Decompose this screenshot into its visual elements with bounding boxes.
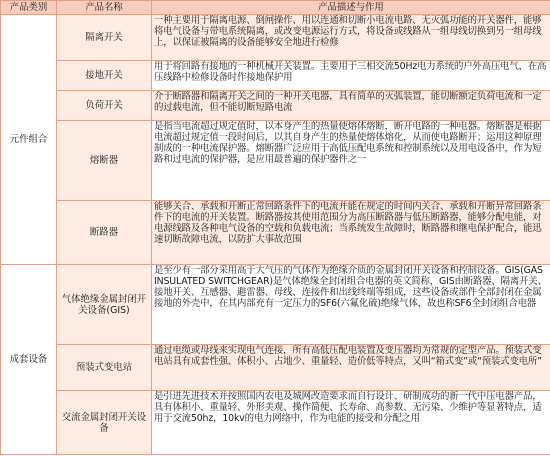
product-name-cell: 负荷开关 [57, 91, 152, 121]
description-cell: 是至少有一部分采用高于大气压的气体作为绝缘介质的金属封闭开关设备和控制设备。GIS(GAS INSULATED SWITCHGEAR)是气体绝缘全封闭组合电器的英文简称，GIS由断路器、隔离开关、接地开关、互感器、避雷器、母线、连接件和出线终端等组成，这些设备或部件全部封闭在金属接地的外壳中，在其内部充有一定压力的SF6(六氟化硫)绝缘气体，故也称SF6全封闭组合电器 [152, 265, 550, 345]
product-name-cell: 断路器 [57, 201, 152, 265]
description-cell: 用于将回路有接地的一种机械开关装置。主要用于三相交流50Hz电力系统的户外高压电气，在高压线路中检修设备时作接地保护用 [152, 61, 550, 91]
product-name-cell: 接地开关 [57, 61, 152, 91]
product-name-cell: 气体绝缘金属封闭开关设备(GIS) [57, 265, 152, 345]
product-name-cell: 预装式变电站 [57, 345, 152, 391]
table-row [1, 345, 550, 391]
description-cell: 一种主要用于隔离电源、倒闸操作、用以连通和切断小电流电路、无灭弧功能的开关器件，能够将电气设备与带电系统隔离，或改变电源运行方式，将设备或线路从一组母线切换到另一组母线上，以保证被隔离的设备能够安全地进行检修 [152, 15, 550, 61]
table-row [1, 121, 550, 201]
category-cell: 元件组合 [1, 15, 57, 265]
header-description: 产品描述与作用 [152, 1, 550, 15]
table-row [1, 201, 550, 265]
description-cell: 通过电缆或母线来实现电气连接，所有高低压配电装置及变压器均为常规的定型产品。预装式变电站具有成套性强、体积小、占地少、重量轻、造价低等特点，又叫“箱式变”或“预装式变电所” [152, 345, 550, 391]
description-cell: 能够关合、承载和开断正常回路条件下的电流并能在规定的时间内关合、承载和开断异常回路条件下的电流的开关装置。断路器按其使用范围分为高压断路器与低压断路器，能够分配电能，对电源线路及各种电气设备的空载和负载电流；当系统发生故障时，断路器和继电保护配合，能迅速切断故障电流，以防扩大事故范围 [152, 201, 550, 265]
table-row [1, 61, 550, 91]
table-row [1, 15, 550, 61]
description-cell: 是指当电流超过规定值时，以本身产生的热量使熔体熔断，断开电路的一种电器。熔断器是根据电流超过规定值一段时间后，以其自身产生的热量使熔体熔化，从而使电路断开；运用这种原理制成的一种电流保护器。熔断器广泛应用于高低压配电系统和控制系统以及用电设备中，作为短路和过电流的保护器，是应用最普遍的保护器件之一 [152, 121, 550, 201]
product-name-cell: 隔离开关 [57, 15, 152, 61]
description-cell: 是引进先进技术并按照国内农电及城网改造要求而自行设计、研制成功的新一代中压电器产品，具有体积小、重量轻、外形美观、操作简便、长寿命、高参数、无污染、少维护等显著特点，适用于交流50hz，10kv的电力网络中，作为电能的接受和分配之用 [152, 391, 550, 455]
category-cell: 成套设备 [1, 265, 57, 455]
header-category: 产品类别 [1, 1, 57, 15]
product-name-cell: 熔断器 [57, 121, 152, 201]
table-row [1, 265, 550, 345]
table-row [1, 91, 550, 121]
header-product-name: 产品名称 [57, 1, 152, 15]
table-row [1, 391, 550, 455]
description-cell: 介于断路器和隔离开关之间的一种开关电器，具有简单的灭弧装置，能切断额定负荷电流和一定的过载电流，但不能切断短路电流 [152, 91, 550, 121]
product-name-cell: 交流金属封闭开关设备 [57, 391, 152, 455]
header-row [1, 1, 550, 15]
